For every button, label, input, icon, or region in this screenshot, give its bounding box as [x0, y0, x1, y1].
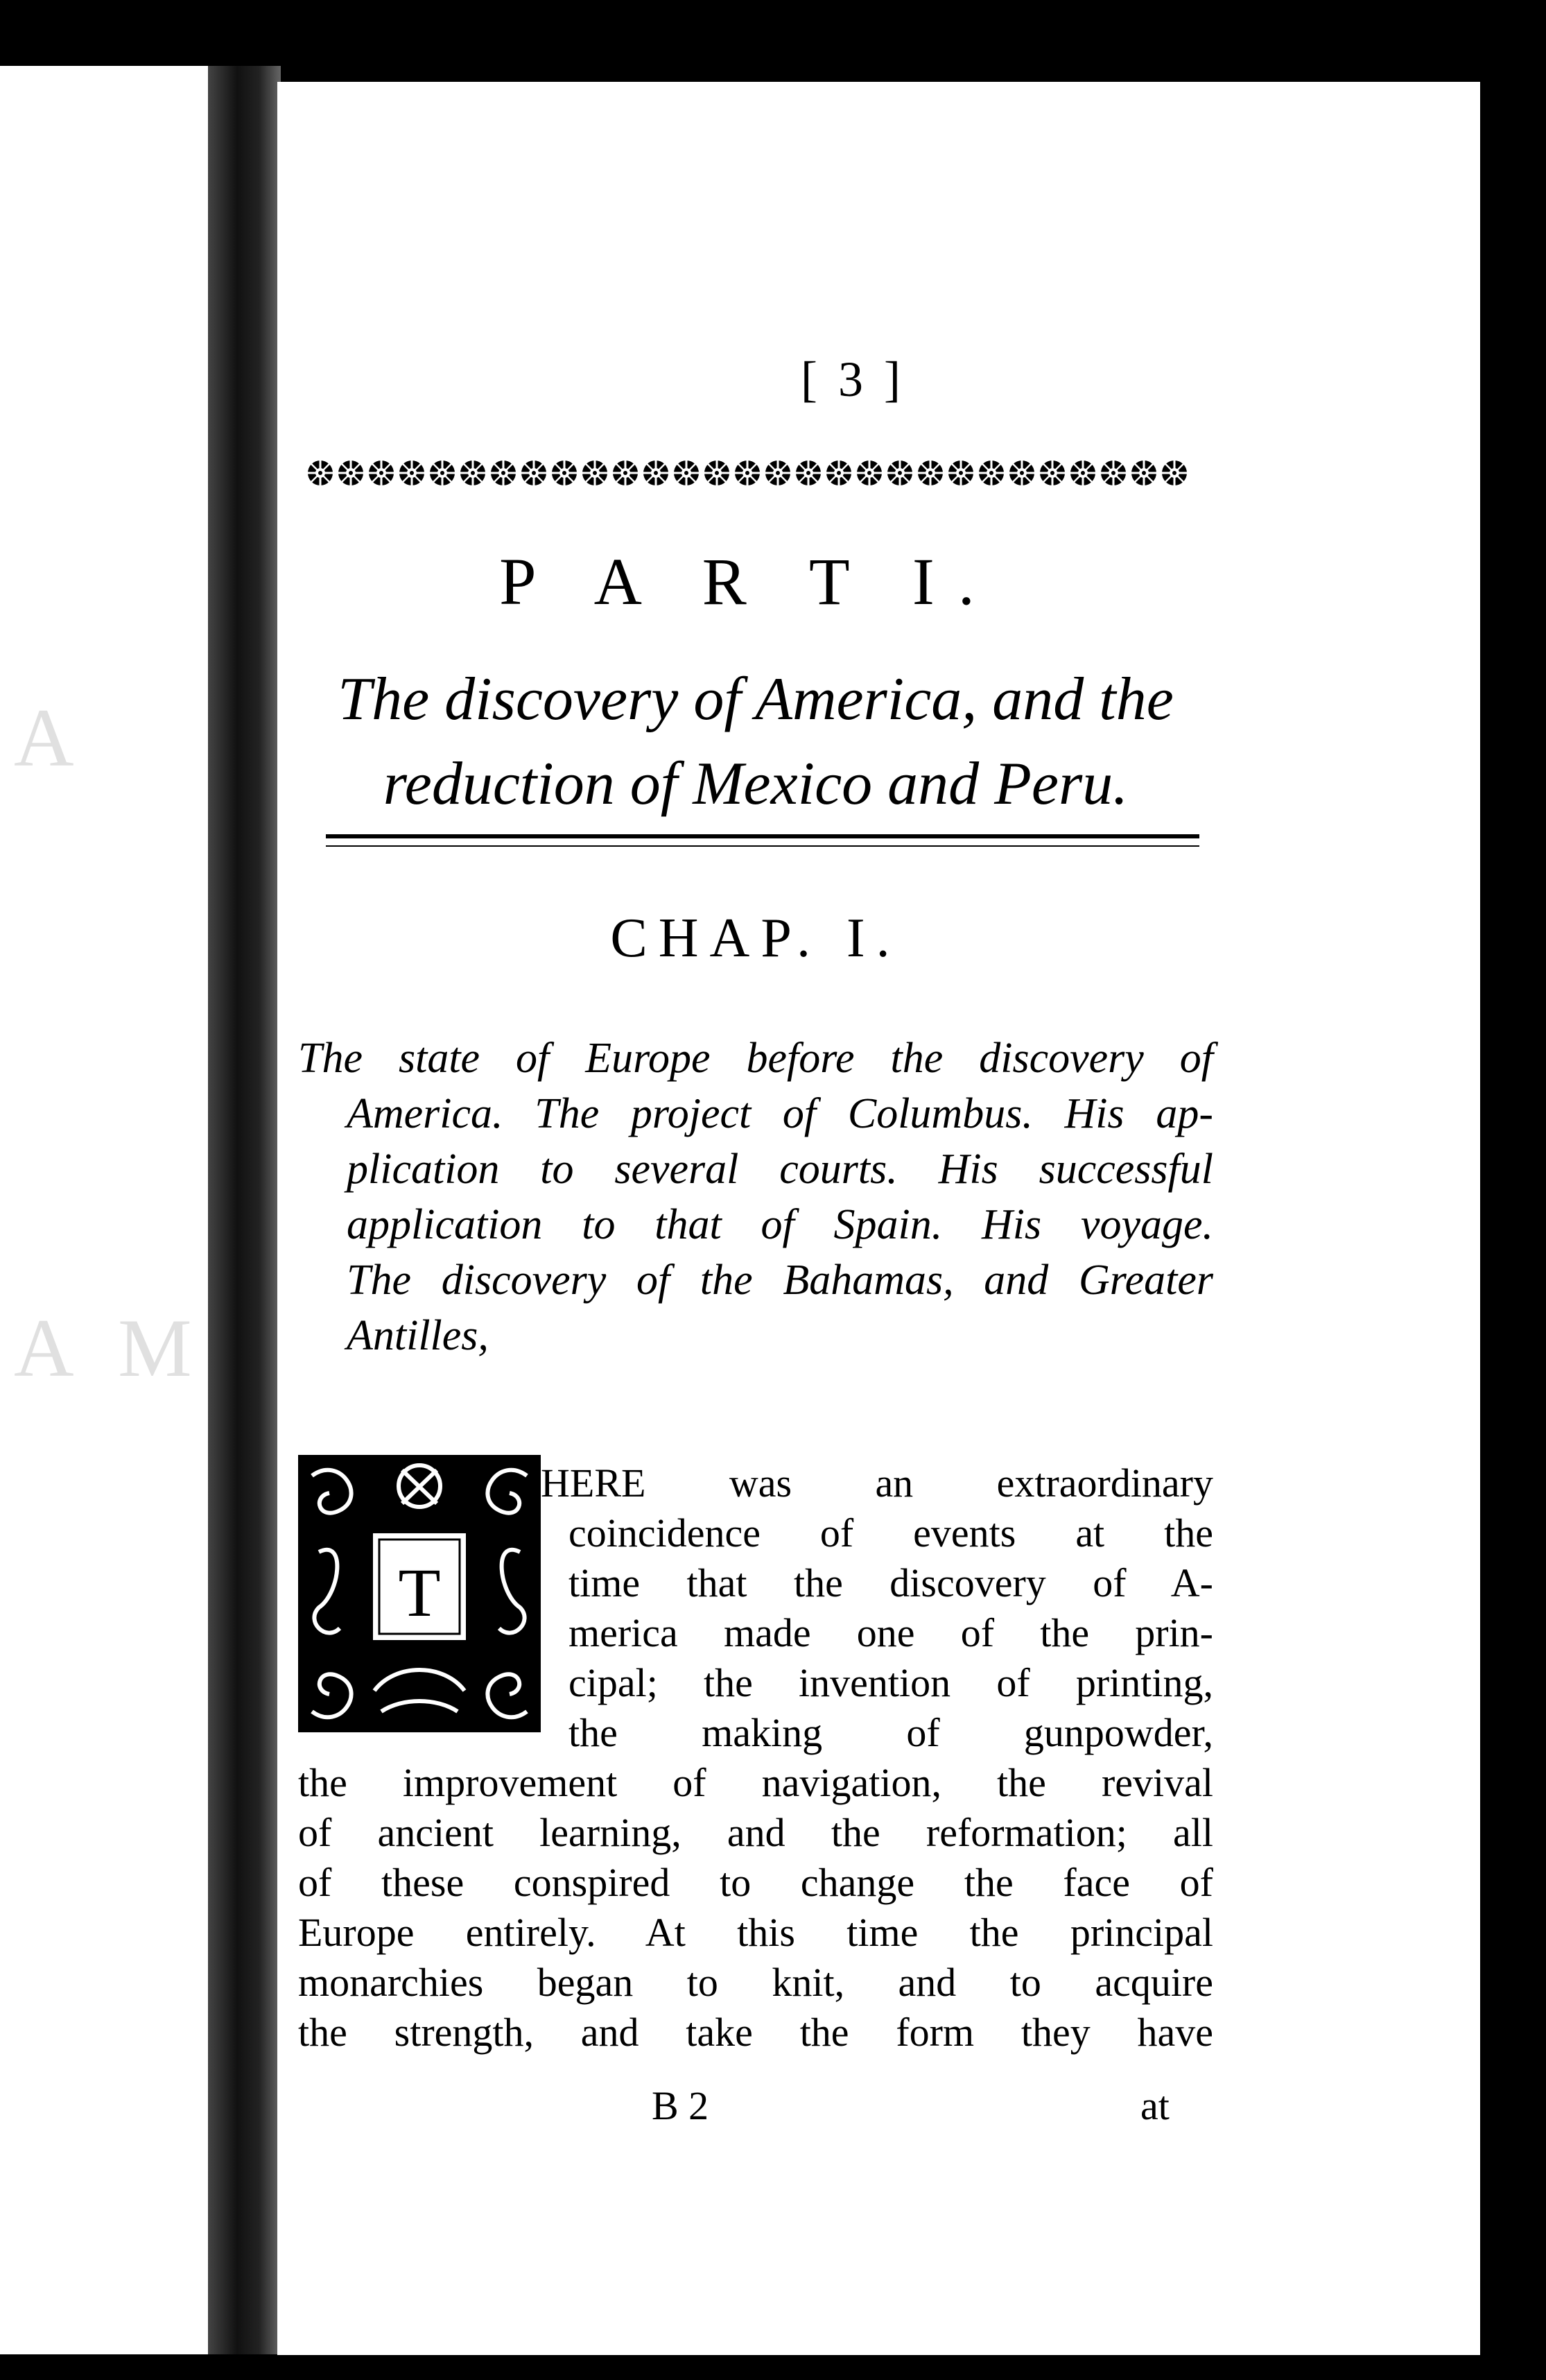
chapter-summary — [298, 1031, 1213, 1363]
bleed-through-mark: A M — [14, 1302, 206, 1394]
catchword: at — [1140, 2083, 1170, 2128]
body-line: coincidence of events at the — [568, 1510, 1213, 1555]
body-text — [298, 1458, 1213, 2058]
part-subtitle-line: The discovery of America, and the — [338, 666, 1174, 733]
body-line: merica made one of the prin- — [568, 1610, 1213, 1655]
page-number: [ 3 ] — [801, 352, 905, 407]
body-line: of these conspired to change the face of — [298, 1860, 1213, 1905]
chapter-heading: CHAP. I. — [610, 908, 901, 969]
signature-mark: B 2 — [652, 2083, 709, 2128]
body-line: HERE was an extraordinary — [541, 1460, 1213, 1506]
summary-line: plication to several courts. His successful — [347, 1146, 1213, 1193]
body-line: the improvement of navigation, the revival — [298, 1760, 1213, 1805]
summary-line: The state of Europe before the discovery of — [298, 1035, 1213, 1082]
summary-line: America. The project of Columbus. His ap- — [347, 1090, 1213, 1137]
part-subtitle — [305, 657, 1206, 827]
body-line: Europe entirely. At this time the principal — [298, 1910, 1213, 1955]
body-line: time that the discovery of A- — [568, 1560, 1213, 1605]
ornament-band-icon — [305, 442, 1192, 503]
section-rule — [326, 834, 1199, 847]
body-line: of ancient learning, and the reformation; all — [298, 1810, 1213, 1855]
summary-line: The discovery of the Bahamas, and Greater — [347, 1257, 1213, 1304]
bleed-through-mark: A — [14, 691, 88, 784]
book-page — [277, 82, 1480, 2355]
part-title: P A R T I. — [499, 544, 998, 619]
body-line: the strength, and take the form they have — [298, 2010, 1213, 2055]
body-line: cipal; the invention of printing, — [568, 1660, 1213, 1705]
drop-cap-letter: T — [398, 1554, 441, 1631]
body-line: monarchies began to knit, and to acquire — [298, 1960, 1213, 2005]
book-gutter — [208, 66, 281, 2354]
body-line: the making of gunpowder, — [568, 1710, 1213, 1755]
summary-line: Antilles, — [347, 1312, 489, 1359]
part-subtitle-line: reduction of Mexico and Peru. — [383, 750, 1129, 818]
facing-page — [0, 66, 208, 2354]
summary-line: application to that of Spain. His voyage. — [347, 1201, 1213, 1248]
